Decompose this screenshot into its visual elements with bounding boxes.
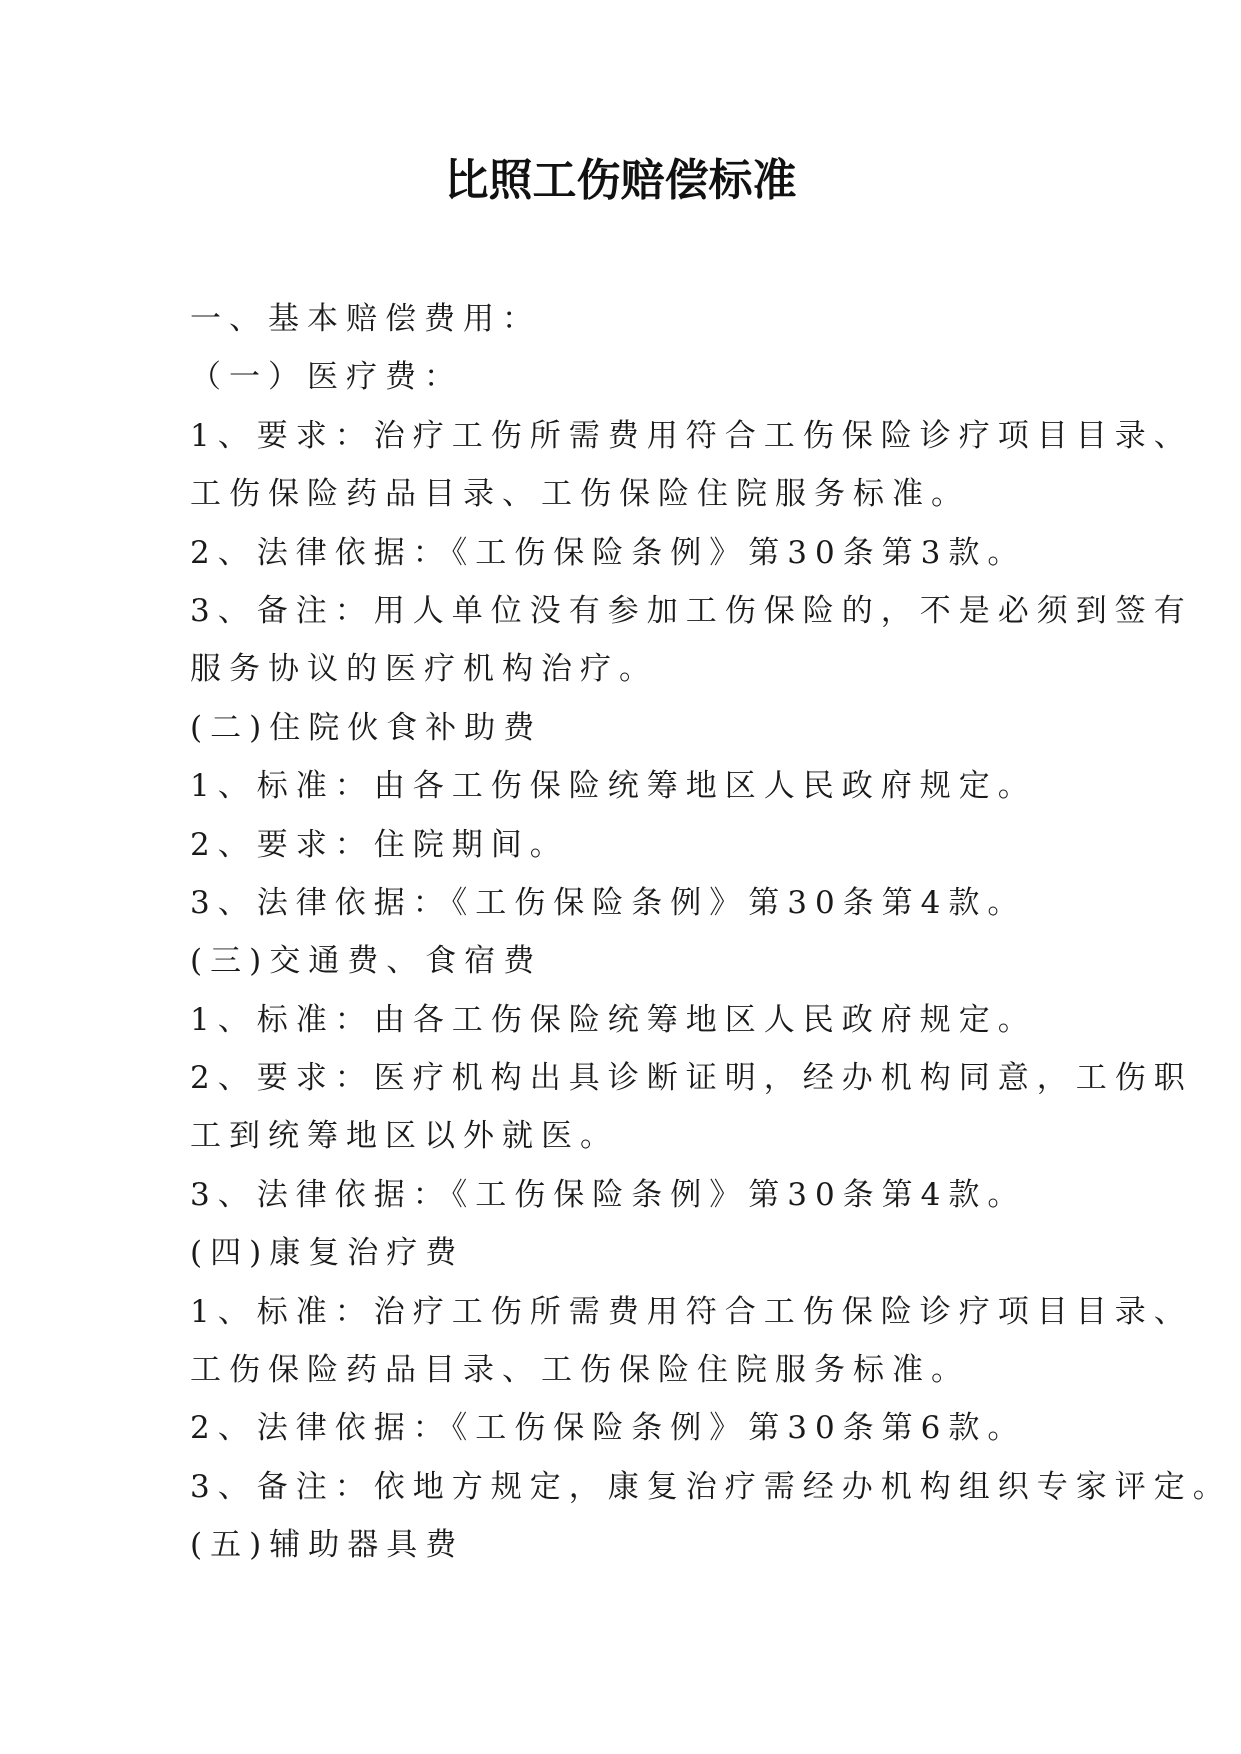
subsection-heading: (四)康复治疗费: [190, 1235, 465, 1272]
paragraph-line: 2、法律依据：《工伤保险条例》第30条第6款。: [190, 1410, 1027, 1447]
paragraph-line: 2、要求：医疗机构出具诊断证明，经办机构同意，工伤职: [190, 1060, 1193, 1097]
paragraph-line: 3、备注：用人单位没有参加工伤保险的，不是必须到签有: [190, 592, 1193, 629]
paragraph-line: 3、法律依据：《工伤保险条例》第30条第4款。: [190, 884, 1027, 921]
subsection-heading: (三)交通费、食宿费: [190, 943, 543, 980]
paragraph-line: 2、要求：住院期间。: [190, 826, 569, 863]
subsection-heading: (五)辅助器具费: [190, 1527, 465, 1564]
paragraph-line: 1、标准：由各工伤保险统筹地区人民政府规定。: [190, 768, 1037, 805]
paragraph-line: 3、法律依据：《工伤保险条例》第30条第4款。: [190, 1176, 1027, 1213]
section-heading: 一、基本赔偿费用：: [190, 301, 541, 337]
paragraph-line: 工到统筹地区以外就医。: [190, 1118, 619, 1155]
document-title: 比照工伤赔偿标准: [444, 155, 797, 206]
paragraph-line: 工伤保险药品目录、工伤保险住院服务标准。: [190, 476, 970, 513]
document-body: [190, 290, 1232, 1575]
subsection-heading: （一）医疗费：: [190, 359, 463, 396]
paragraph-line: 服务协议的医疗机构治疗。: [190, 651, 658, 688]
paragraph-line: 工伤保险药品目录、工伤保险住院服务标准。: [190, 1352, 970, 1389]
paragraph-line: 2、法律依据：《工伤保险条例》第30条第3款。: [190, 534, 1027, 571]
paragraph-line: 1、标准：由各工伤保险统筹地区人民政府规定。: [190, 1001, 1037, 1038]
paragraph-line: 1、要求：治疗工伤所需费用符合工伤保险诊疗项目目录、: [190, 417, 1193, 454]
subsection-heading: (二)住院伙食补助费: [190, 709, 543, 746]
paragraph-line: 1、标准：治疗工伤所需费用符合工伤保险诊疗项目目录、: [190, 1293, 1193, 1330]
paragraph-line: 3、备注：依地方规定，康复治疗需经办机构组织专家评定。: [190, 1468, 1232, 1505]
